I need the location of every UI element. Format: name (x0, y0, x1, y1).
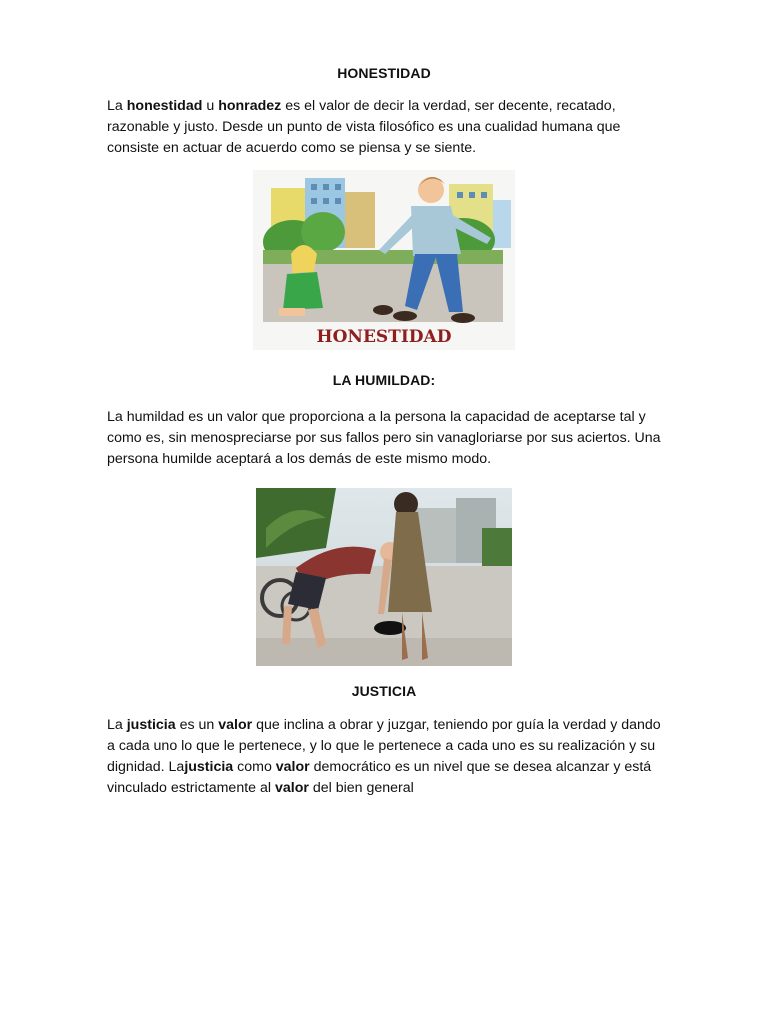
paragraph-justicia (107, 715, 663, 799)
bold-term: justicia (126, 717, 176, 733)
honestidad-illustration (253, 170, 515, 350)
section-title-honestidad: HONESTIDAD (337, 65, 431, 81)
text-run: La (107, 98, 127, 114)
paragraph-humildad: La humildad es un valor que proporciona a la persona la capacidad de aceptarse tal y como es, sin menospreciarse por sus fallos pero sin vanagloriarse por sus aciertos. Una persona humilde aceptará a los demás de este mismo modo. (107, 409, 661, 467)
bold-term: honestidad (126, 98, 203, 114)
bold-term: valor (274, 780, 309, 796)
text-run: del bien general (308, 780, 414, 796)
text-run: u (202, 98, 219, 114)
text-run: es un (175, 717, 219, 733)
text-run: que inclina a obrar y juzgar, teniendo por guía la verdad y dando a cada uno lo que le pertenece, y lo que le pertenece a cada uno es su realización y su dignidad. La (107, 717, 661, 775)
text-run: democrático es un nivel que se desea alcanzar y está vinculado estrictamente al (107, 759, 652, 796)
bold-term: justicia (184, 759, 234, 775)
humildad-photo (256, 488, 512, 666)
image-caption-honestidad: HONESTIDAD (316, 327, 452, 347)
section-title-humildad: LA HUMILDAD: (332, 372, 436, 388)
text-run: La (107, 717, 127, 733)
bold-term: valor (218, 717, 253, 733)
section-title-justicia: JUSTICIA (351, 683, 417, 699)
bold-term: valor (275, 759, 310, 775)
text-run: es el valor de decir la verdad, ser decente, recatado, razonable y justo. Desde un punto de vista filosófico es una cualidad humana que consiste en actuar de acuerdo como se piensa y se siente. (107, 98, 621, 156)
text-run: como (233, 759, 276, 775)
paragraph-honestidad (107, 96, 663, 159)
bold-term: honradez (218, 98, 282, 114)
